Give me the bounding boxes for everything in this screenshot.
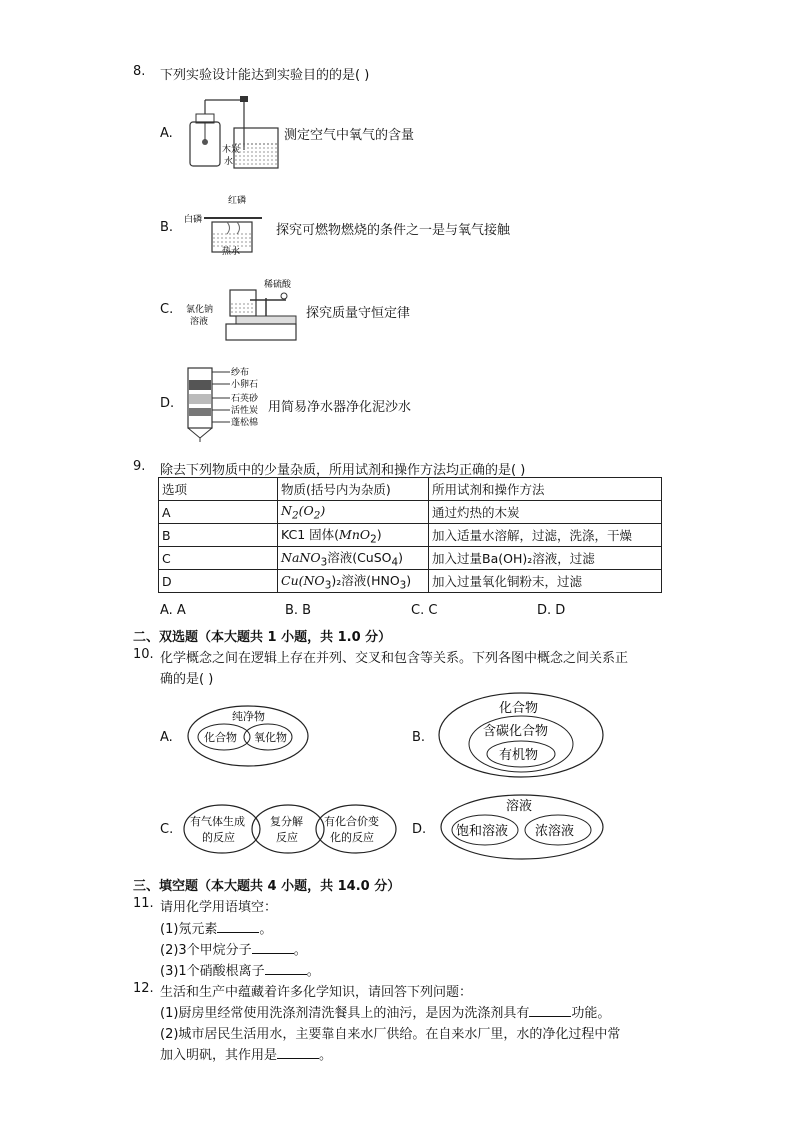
q8-stem: 下列实验设计能达到实验目的的是( ): [160, 68, 370, 83]
q9-table: [158, 477, 662, 593]
q8-option-c-letter: C.: [160, 302, 174, 317]
q10-c-left-label-1: 有气体生成: [190, 815, 245, 828]
q9-stem: 除去下列物质中的少量杂质，所用试剂和操作方法均正确的是( ): [160, 463, 526, 478]
q8-b-label-white-phosphorus: 白磷: [184, 215, 203, 225]
q10-diagram-c: [182, 802, 400, 858]
answer-blank[interactable]: [217, 920, 259, 933]
q9-number: 9.: [133, 459, 146, 474]
q10-stem-line2: 确的是( ): [160, 672, 214, 687]
q10-b-outer-label: 化合物: [499, 701, 539, 716]
q10-option-a-letter: A.: [160, 730, 173, 745]
answer-blank[interactable]: [277, 1046, 319, 1059]
table-row: [159, 524, 662, 547]
table-cell-method: 加入适量水溶解，过滤，洗涤，干燥: [429, 524, 662, 547]
q8-option-a-letter: A.: [160, 126, 173, 141]
q10-b-middle-label: 含碳化合物: [483, 724, 549, 739]
q8-option-c-text: 探究质量守恒定律: [306, 306, 411, 321]
q8-b-label-hot-water: 热水: [222, 247, 241, 257]
table-header-cell: 物质(括号内为杂质): [278, 478, 429, 501]
q10-diagram-b: [436, 690, 606, 780]
q11-stem: 请用化学用语填空：: [160, 900, 278, 915]
q11-number: 11.: [133, 896, 154, 911]
q8-apparatus-d-figure: [184, 364, 270, 444]
table-row: [159, 547, 662, 570]
table-cell-option: A: [159, 501, 278, 524]
table-row: [159, 501, 662, 524]
q11-item-1: (1)氖元素 。: [160, 922, 273, 937]
table-cell-method: 加入过量Ba(OH)₂溶液，过滤: [429, 547, 662, 570]
table-header-row: [159, 478, 662, 501]
table-cell-option: C: [159, 547, 278, 570]
q10-a-outer-label: 纯净物: [232, 710, 265, 723]
table-cell-method: 通过灼热的木炭: [429, 501, 662, 524]
answer-blank[interactable]: [252, 941, 294, 954]
q8-d-label-pebbles: 小卵石: [231, 380, 259, 390]
q10-d-outer-label: 溶液: [506, 799, 533, 814]
q10-d-right-label: 浓溶液: [535, 824, 575, 839]
table-row: [159, 570, 662, 593]
table-cell-substance: $N_2(O_2)$: [278, 501, 429, 524]
q10-diagram-a: [184, 700, 314, 772]
section-2-title: 二、双选题（本大题共 1 小题，共 1.0 分）: [133, 630, 392, 645]
table-cell-substance: NaNO$_3$溶液(CuSO$_4$): [278, 547, 429, 570]
q8-d-label-cotton: 蓬松棉: [231, 418, 259, 428]
q12-part-1: (1)厨房里经常使用洗涤剂清洗餐具上的油污，是因为洗涤剂具有 功能。: [160, 1006, 611, 1021]
q8-option-a-text: 测定空气中氧气的含量: [284, 128, 415, 143]
q12-number: 12.: [133, 981, 154, 996]
table-header-cell: 选项: [159, 478, 278, 501]
q10-stem-line1: 化学概念之间在逻辑上存在并列、交叉和包含等关系。下列各图中概念之间关系正: [160, 651, 629, 666]
q9-answer-a: A. A: [160, 603, 186, 618]
q8-d-label-gauze: 纱布: [231, 368, 250, 378]
table-cell-option: B: [159, 524, 278, 547]
q12-part-2-line1: (2)城市居民生活用水，主要靠自来水厂供给。在自来水厂里，水的净化过程中常: [160, 1027, 621, 1042]
table-cell-substance: $Cu(NO_3)_2$溶液$(HNO_3)$: [278, 570, 429, 593]
q9-answer-b: B. B: [285, 603, 312, 618]
q12-part-2-line2: 加入明矾，其作用是 。: [160, 1048, 333, 1063]
q8-apparatus-a-figure: [182, 92, 282, 174]
answer-blank[interactable]: [529, 1004, 571, 1017]
q8-option-b-text: 探究可燃物燃烧的条件之一是与氧气接触: [276, 223, 511, 238]
q8-number: 8.: [133, 64, 146, 79]
q10-diagram-d: [438, 792, 606, 862]
q10-c-middle-label-1: 复分解: [270, 815, 303, 828]
q9-answer-d: D. D: [537, 603, 566, 618]
q8-option-d-letter: D.: [160, 396, 175, 411]
q10-c-left-label-2: 的反应: [202, 831, 235, 844]
q10-option-d-letter: D.: [412, 822, 427, 837]
q8-a-label-charcoal: 木炭: [222, 145, 241, 155]
q8-c-label-solution: 溶液: [190, 317, 209, 327]
q8-d-label-quartz-sand: 石英砂: [231, 394, 259, 404]
q10-c-right-label-2: 化的反应: [330, 831, 374, 844]
q12-stem: 生活和生产中蕴藏着许多化学知识，请回答下列问题：: [160, 985, 473, 1000]
table-header-cell: 所用试剂和操作方法: [429, 478, 662, 501]
q10-a-left-label: 化合物: [204, 731, 237, 744]
q10-option-c-letter: C.: [160, 822, 174, 837]
q8-d-label-activated-carbon: 活性炭: [231, 406, 259, 416]
q11-item-2: (2)3个甲烷分子 。: [160, 943, 307, 958]
q10-a-right-label: 氧化物: [254, 731, 287, 744]
q10-c-right-label-1: 有化合价变: [324, 815, 379, 828]
q8-option-b-letter: B.: [160, 220, 174, 235]
q9-answer-c: C. C: [411, 603, 438, 618]
q10-c-middle-label-2: 反应: [276, 831, 298, 844]
q11-item-3: (3)1个硝酸根离子 。: [160, 964, 320, 979]
q8-c-label-nacl: 氯化钠: [186, 305, 214, 315]
q8-apparatus-b-figure: [182, 192, 272, 260]
q10-number: 10.: [133, 647, 154, 662]
q10-option-b-letter: B.: [412, 730, 426, 745]
q8-c-label-sulfuric-acid: 稀硫酸: [264, 280, 292, 290]
q8-apparatus-c-figure: [186, 276, 302, 344]
q8-option-d-text: 用简易净水器净化泥沙水: [268, 400, 412, 415]
table-cell-substance: KC1 固体(MnO$_2$): [278, 524, 429, 547]
q8-a-label-water: 水: [224, 157, 234, 167]
table-cell-method: 加入过量氧化铜粉末，过滤: [429, 570, 662, 593]
q10-b-inner-label: 有机物: [499, 748, 539, 763]
table-cell-option: D: [159, 570, 278, 593]
q8-b-label-red-phosphorus: 红磷: [228, 196, 247, 206]
answer-blank[interactable]: [265, 962, 307, 975]
q10-d-left-label: 饱和溶液: [456, 824, 509, 839]
section-3-title: 三、填空题（本大题共 4 小题，共 14.0 分）: [133, 879, 401, 894]
